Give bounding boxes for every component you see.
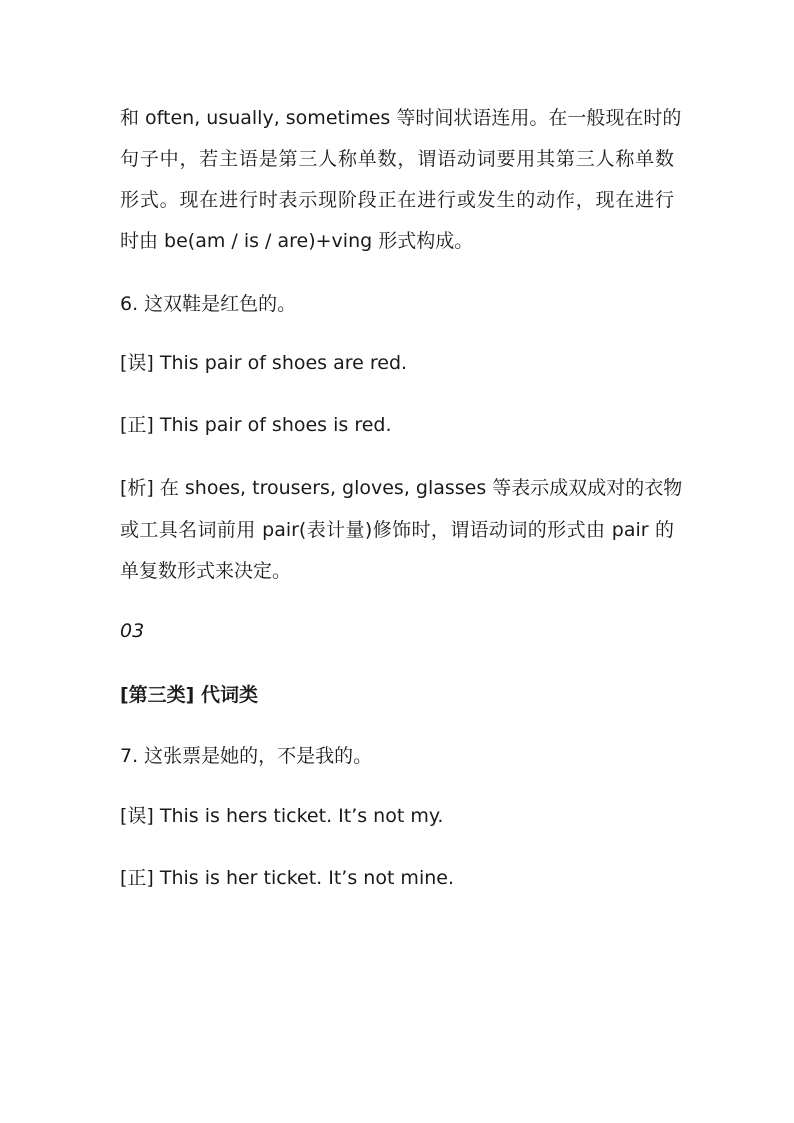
item-6-analysis-line-1: [析] 在 shoes, trousers, gloves, glasses 等表示成双成对的衣物 — [120, 477, 683, 499]
tense-paragraph-line-2: 句子中，若主语是第三人称单数，谓语动词要用其第三人称单数 — [120, 148, 674, 170]
item-6-wrong: [误] This pair of shoes are red. — [120, 352, 408, 374]
item-7-question: 7. 这张票是她的，不是我的。 — [120, 745, 373, 767]
section-heading: [第三类] 代词类 — [120, 684, 258, 706]
item-6-analysis-line-3: 单复数形式来决定。 — [120, 560, 292, 582]
item-7-correct: [正] This is her ticket. It’s not mine. — [120, 867, 454, 889]
item-6-correct: [正] This pair of shoes is red. — [120, 414, 392, 436]
item-6-question: 6. 这双鞋是红色的。 — [120, 293, 297, 315]
item-7-wrong: [误] This is hers ticket. It’s not my. — [120, 805, 444, 827]
tense-paragraph-line-3: 形式。现在进行时表示现阶段正在进行或发生的动作，现在进行 — [120, 189, 674, 211]
tense-paragraph-line-1: 和 often, usually, sometimes 等时间状语连用。在一般现在时的 — [120, 107, 682, 129]
section-number: 03 — [120, 620, 145, 642]
tense-paragraph-line-4: 时由 be(am / is / are)+ving 形式构成。 — [120, 230, 474, 252]
item-6-analysis-line-2: 或工具名词前用 pair(表计量)修饰时，谓语动词的形式由 pair 的 — [120, 519, 674, 541]
